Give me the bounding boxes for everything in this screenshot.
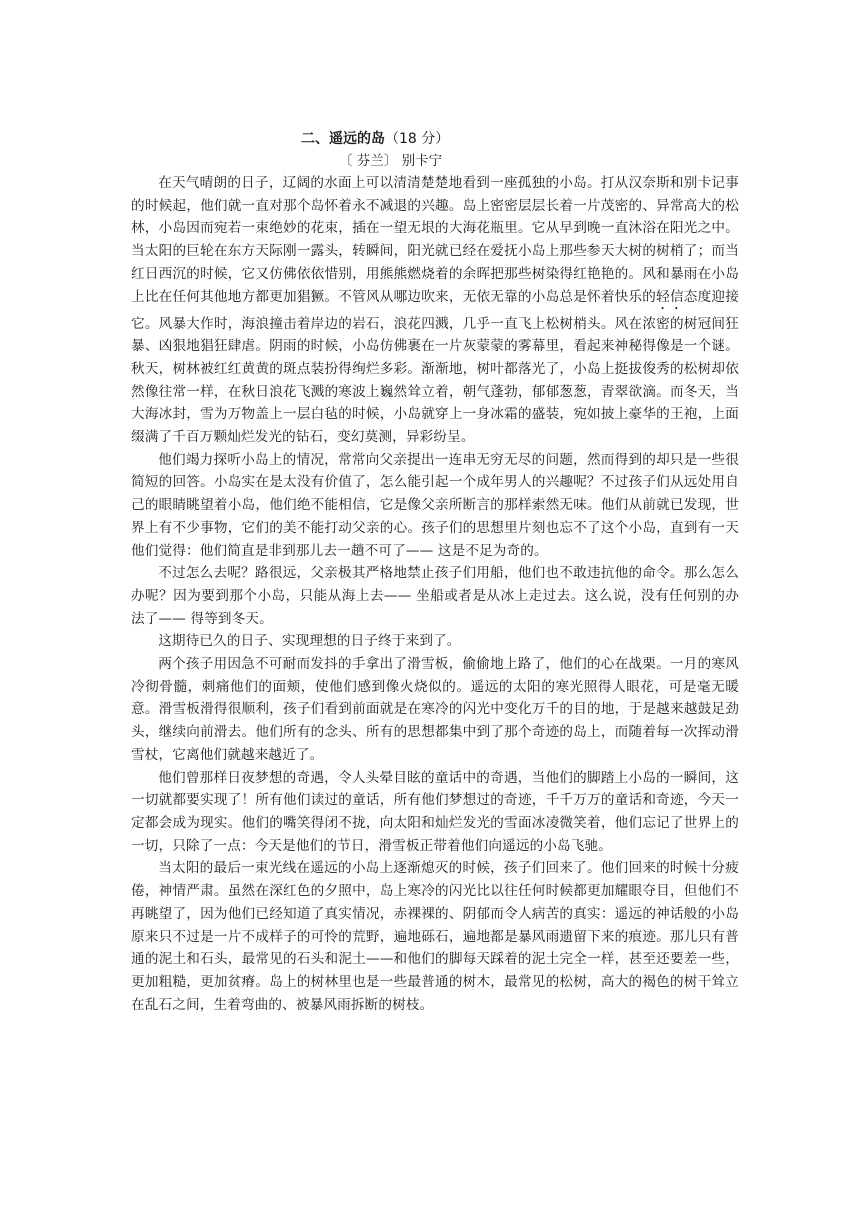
section-score: （18 分） [385, 131, 450, 147]
emphasized-word: 轻信 [656, 288, 684, 305]
paragraph-3: 不过怎么去呢？路很远，父亲极其严格地禁止孩子们用船，他们也不敢违抗他的命令。那么怎么办呢？因为要到那个小岛，只能从海上去—— 坐船或者是从冰上走过去。这么说，没有任何别的办法了—— 得等到冬天。 [131, 565, 739, 627]
paragraph-1 [131, 172, 739, 449]
paragraph-1-text-b: 态度迎接它。风暴大作时，海浪撞击着岸边的岩石，浪花四溅，几乎一直飞上松树梢头。风在浓密的树冠间狂暴、凶狠地猖狂肆虐。阴雨的时候，小岛仿佛裹在一片灰蒙蒙的雾幕里，看起来神秘得像是一个谜。秋天，树林被红红黄黄的斑点装扮得绚烂多彩。渐渐地，树叶都落光了，小岛上挺拔俊秀的松树却依然像往常一样，在秋日浪花飞溅的寒波上巍然耸立着，朝气蓬勃，郁郁葱葱，青翠欲滴。而冬天，当大海冰封，雪为万物盖上一层白毡的时候，小岛就穿上一身冰霜的盛装，宛如披上豪华的王袍，上面缀满了千百万颗灿烂发光的钻石，变幻莫测，异彩纷呈。 [131, 288, 739, 446]
document-page [131, 128, 739, 1016]
section-title [131, 128, 739, 150]
section-title-text: 二、遥远的岛 [301, 131, 385, 147]
author-line: 〔 芬兰〕 别卡宁 [339, 153, 443, 169]
paragraph-2: 他们竭力探听小岛上的情况，常常向父亲提出一连串无穷无尽的问题，然而得到的却只是一些很简短的回答。小岛实在是太没有价值了，怎么能引起一个成年男人的兴趣呢？不过孩子们从远处用自己的眼睛眺望着小岛，他们绝不能相信，它是像父亲所断言的那样索然无味。他们从前就已发现，世界上有不少事物，它们的美不能打动父亲的心。孩子们的思想里片刻也忘不了这个小岛，直到有一天他们觉得：他们简直是非到那儿去一趟不可了—— 这是不足为奇的。 [131, 451, 739, 559]
paragraph-5: 两个孩子用因急不可耐而发抖的手拿出了滑雪板，偷偷地上路了，他们的心在战栗。一月的寒风冷彻骨髓，刺痛他们的面颊，使他们感到像火烧似的。遥远的太阳的寒光照得人眼花，可是毫无暖意。滑雪板滑得很顺利，孩子们看到前面就是在寒冷的闪光中变化万千的目的地，于是越来越鼓足劲头，继续向前滑去。他们所有的念头、所有的思想都集中到了那个奇迹的岛上，而随着每一次挥动滑雪杖，它离他们就越来越近了。 [131, 656, 739, 763]
paragraph-1-text-a: 在天气晴朗的日子，辽阔的水面上可以清清楚楚地看到一座孤独的小岛。打从汉奈斯和别卡记事的时候起，他们就一直对那个岛怀着永不减退的兴趣。岛上密密层层长着一片茂密的、异常高大的松林，小岛因而宛若一束绝妙的花束，插在一望无垠的大海花瓶里。它从早到晚一直沐浴在阳光之中。当太阳的巨轮在东方天际刚一露头，转瞬间，阳光就已经在爱抚小岛上那些参天大树的树梢了；而当红日西沉的时候，它又仿佛依依惜别，用熊熊燃烧着的余晖把那些树染得红艳艳的。风和暴雨在小岛上比在任何其他地方都更加猖獗。不管风从哪边吹来，无依无靠的小岛总是怀着快乐的 [131, 175, 739, 305]
paragraph-6: 他们曾那样日夜梦想的奇遇，令人头晕目眩的童话中的奇遇，当他们的脚踏上小岛的一瞬间，这一切就都要实现了！所有他们读过的童话，所有他们梦想过的奇迹，千千万万的童话和奇迹，今天一定都会成为现实。他们的嘴笑得闭不拢，向太阳和灿烂发光的雪面冰凌微笑着，他们忘记了世界上的一切，只除了一点：今天是他们的节日，滑雪板正带着他们向遥远的小岛飞驰。 [131, 769, 739, 854]
paragraph-4: 这期待已久的日子、实现理想的日子终于来到了。 [158, 633, 461, 650]
paragraph-7: 当太阳的最后一束光线在遥远的小岛上逐渐熄灭的时候，孩子们回来了。他们回来的时候十分疲倦，神情严肃。虽然在深红色的夕照中，岛上寒冷的闪光比以往任何时候都更加耀眼夺目，但他们不再眺望了，因为他们已经知道了真实情况，赤裸裸的、阴郁而令人病苦的真实：遥远的神话般的小岛原来只不过是一片不成样子的可怜的荒野，遍地砾石，遍地都是暴风雨遗留下来的痕迹。那儿只有普通的泥土和石头，最常见的石头和泥土——和他们的脚每天踩着的泥土完全一样，甚至还要差一些，更加粗糙，更加贫瘠。岛上的树林里也是一些最普通的树木，最常见的松树，高大的褐色的树干耸立在乱石之间，生着弯曲的、被暴风雨拆断的树枝。 [131, 860, 739, 1013]
